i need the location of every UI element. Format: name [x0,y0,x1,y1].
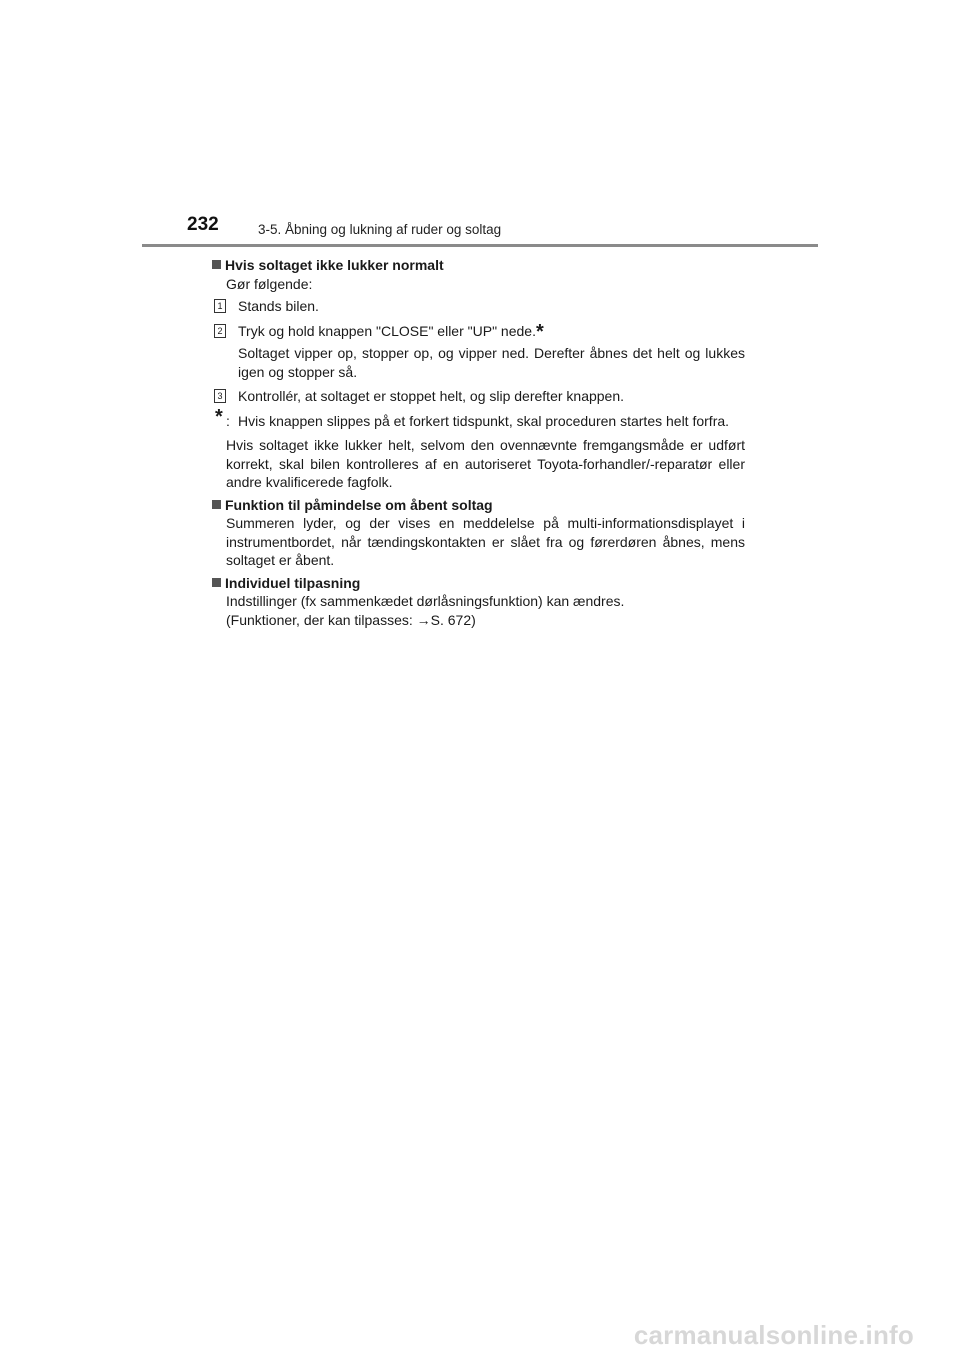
step-number-badge: 1 [214,299,226,313]
section-heading [212,496,745,515]
step-text: Stands bilen. [238,298,319,314]
square-bullet-icon [212,260,221,269]
square-bullet-icon [212,578,221,587]
step-2 [212,322,745,341]
step-3 [212,387,745,406]
square-bullet-icon [212,500,221,509]
header-rule [142,244,818,247]
step-text: Kontrollér, at soltaget er stoppet helt, og slip derefter knappen. [238,388,625,404]
footnote-colon: : [226,412,230,429]
footnote-asterisk: * [215,405,223,428]
step-detail: Soltaget vipper op, stopper op, og vipper ned. Derefter åbnes det helt og lukkes igen og stopper så. [238,345,745,380]
section-title: Hvis soltaget ikke lukker normalt [225,257,444,273]
section-title: Funktion til påmindelse om åbent soltag [225,496,493,513]
footnote-text: Hvis knappen slippes på et forkert tidspunkt, skal proceduren startes helt forfra. [238,412,730,429]
section-heading [212,256,745,275]
step-1 [212,297,745,316]
intro-text: Gør følgende: [226,275,313,292]
section-title: Individuel tilpasning [225,574,361,591]
page-number: 232 [187,214,219,235]
section-heading [212,574,745,593]
step-number-badge: 2 [214,324,226,338]
section-body: Summeren lyder, og der vises en meddelelse på multi-informationsdisplayet i instrumentbordet, når tændingskontakten er slået fra og førerdøren åbnes, mens soltaget er åbent. [226,515,745,568]
step-number-badge: 3 [214,389,226,403]
chapter-title: 3-5. Åbning og lukning af ruder og soltag [258,222,502,237]
page-content [212,256,745,629]
section-body-line: (Funktioner, der kan tilpasses: →S. 672) [226,611,476,628]
footnote [212,405,745,431]
step-text: Tryk og hold knappen "CLOSE" eller "UP" nede. [238,322,536,339]
section-body-line: Indstillinger (fx sammenkædet dørlåsningsfunktion) kan ændres. [226,593,625,609]
watermark: carmanualsonline.info [633,1320,914,1350]
asterisk-mark: * [535,320,544,343]
note-text: Hvis soltaget ikke lukker helt, selvom den ovennævnte fremgangsmåde er udført korrekt, skal bilen kontrolleres af en autoriseret Toyota-forhandler/-reparatør eller andre kvalificerede fagfolk. [226,437,745,490]
